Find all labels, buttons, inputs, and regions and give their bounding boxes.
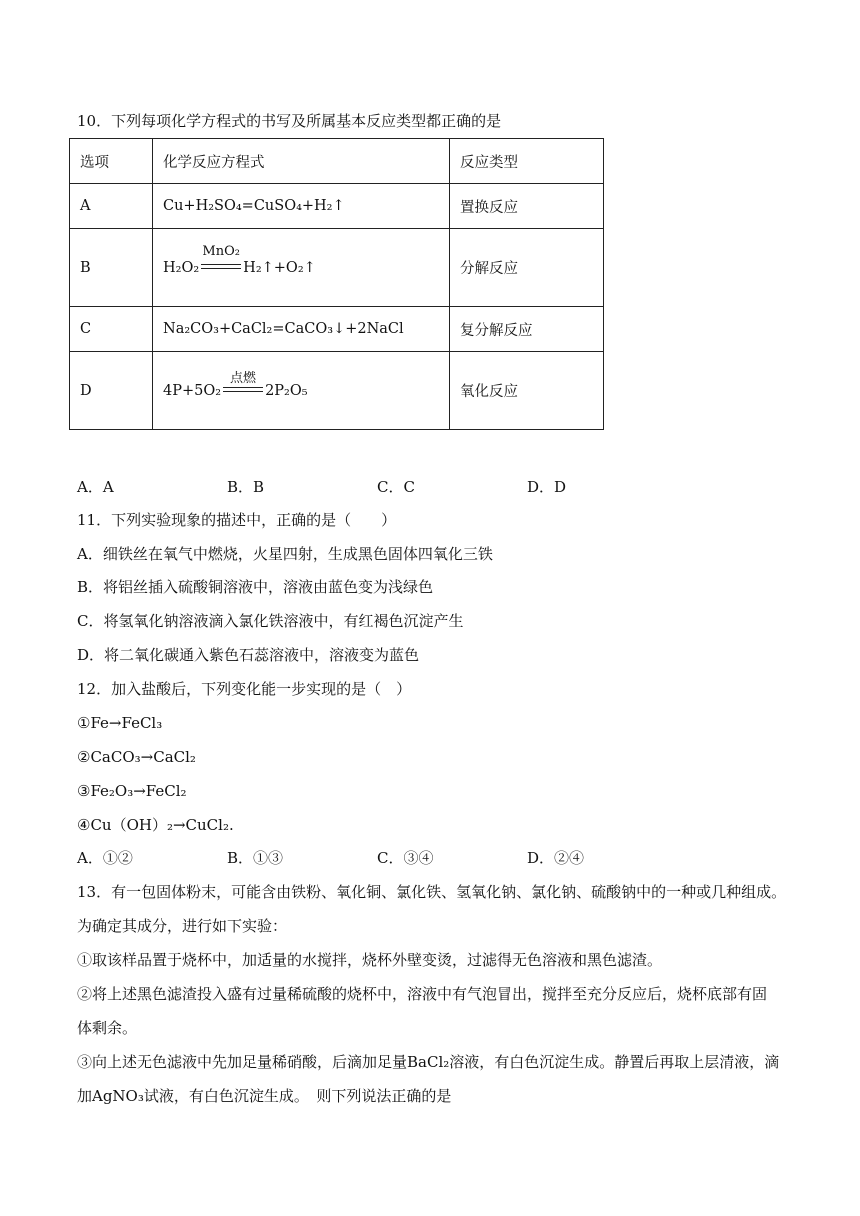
q11-choice-b[interactable]: B．将铝丝插入硫酸铜溶液中，溶液由蓝色变为浅绿色 xyxy=(77,578,434,596)
row-option: A xyxy=(70,184,153,229)
condition-label: 点燃 xyxy=(230,370,257,386)
q11-stem: 11．下列实验现象的描述中，正确的是（ ） xyxy=(77,511,397,529)
condition-label: MnO₂ xyxy=(202,243,240,259)
row-type: 分解反应 xyxy=(450,229,604,307)
option-b[interactable]: B．①③ xyxy=(227,849,284,867)
q13-line: 体剩余。 xyxy=(77,1019,138,1037)
row-equation xyxy=(153,229,450,307)
q12-item: ②CaCO₃→CaCl₂ xyxy=(77,748,196,766)
q12-item: ④Cu（OH）₂→CuCl₂. xyxy=(77,816,234,834)
q12-options xyxy=(77,848,677,868)
table-header-row xyxy=(70,139,604,184)
q11-choice-a[interactable]: A．细铁丝在氧气中燃烧，火星四射，生成黑色固体四氧化三铁 xyxy=(77,545,493,563)
equation-rhs: H₂↑+O₂↑ xyxy=(243,259,316,276)
row-type: 置换反应 xyxy=(450,184,604,229)
option-c[interactable]: C．③④ xyxy=(377,849,434,867)
q11-choice-d[interactable]: D．将二氧化碳通入紫色石蕊溶液中，溶液变为蓝色 xyxy=(77,646,420,664)
option-d[interactable]: D．②④ xyxy=(527,849,585,867)
q13-line: ①取该样品置于烧杯中，加适量的水搅拌，烧杯外壁变烫，过滤得无色溶液和黑色滤渣。 xyxy=(77,951,663,969)
row-equation: Cu+H₂SO₄=CuSO₄+H₂↑ xyxy=(153,184,450,229)
reaction-table xyxy=(69,138,604,430)
q13-line: 为确定其成分，进行如下实验： xyxy=(77,917,288,935)
option-d[interactable]: D．D xyxy=(527,478,567,496)
equation-rhs: 2P₂O₅ xyxy=(265,382,308,399)
equation-lhs: H₂O₂ xyxy=(163,259,200,276)
header-option: 选项 xyxy=(70,139,153,184)
q13-line: ②将上述黑色滤渣投入盛有过量稀硫酸的烧杯中，溶液中有气泡冒出，搅拌至充分反应后，烧杯底部有固 xyxy=(77,985,768,1003)
reaction-condition xyxy=(223,370,263,397)
q13-line: ③向上述无色滤液中先加足量稀硝酸，后滴加足量BaCl₂溶液，有白色沉淀生成。静置后再取上层清液，滴 xyxy=(77,1053,780,1071)
row-equation xyxy=(153,352,450,430)
q12-item: ③Fe₂O₃→FeCl₂ xyxy=(77,782,187,800)
option-a[interactable]: A．①② xyxy=(77,849,133,867)
row-type: 复分解反应 xyxy=(450,307,604,352)
option-b[interactable]: B．B xyxy=(227,478,265,496)
double-line xyxy=(201,264,241,269)
q11-choice-c[interactable]: C．将氢氧化钠溶液滴入氯化铁溶液中，有红褐色沉淀产生 xyxy=(77,612,464,630)
table-row xyxy=(70,352,604,430)
double-line xyxy=(223,387,263,392)
row-option: B xyxy=(70,229,153,307)
row-type: 氧化反应 xyxy=(450,352,604,430)
q10-options xyxy=(77,477,677,497)
option-c[interactable]: C．C xyxy=(377,478,415,496)
table-row xyxy=(70,229,604,307)
q13-line: 加AgNO₃试液，有白色沉淀生成。 则下列说法正确的是 xyxy=(77,1087,452,1105)
header-equation: 化学反应方程式 xyxy=(153,139,450,184)
table-row xyxy=(70,307,604,352)
q10-stem: 10．下列每项化学方程式的书写及所属基本反应类型都正确的是 xyxy=(77,112,502,130)
row-option: D xyxy=(70,352,153,430)
option-a[interactable]: A．A xyxy=(77,478,114,496)
reaction-condition xyxy=(201,243,241,274)
table-row xyxy=(70,184,604,229)
equation-lhs: 4P+5O₂ xyxy=(163,382,222,399)
row-option: C xyxy=(70,307,153,352)
row-equation: Na₂CO₃+CaCl₂=CaCO₃↓+2NaCl xyxy=(153,307,450,352)
q12-item: ①Fe→FeCl₃ xyxy=(77,714,163,732)
header-type: 反应类型 xyxy=(450,139,604,184)
q13-line: 13．有一包固体粉末，可能含由铁粉、氧化铜、氯化铁、氢氧化钠、氯化钠、硫酸钠中的一种或几种组成。 xyxy=(77,883,787,901)
q12-stem: 12．加入盐酸后，下列变化能一步实现的是（ ） xyxy=(77,680,412,698)
